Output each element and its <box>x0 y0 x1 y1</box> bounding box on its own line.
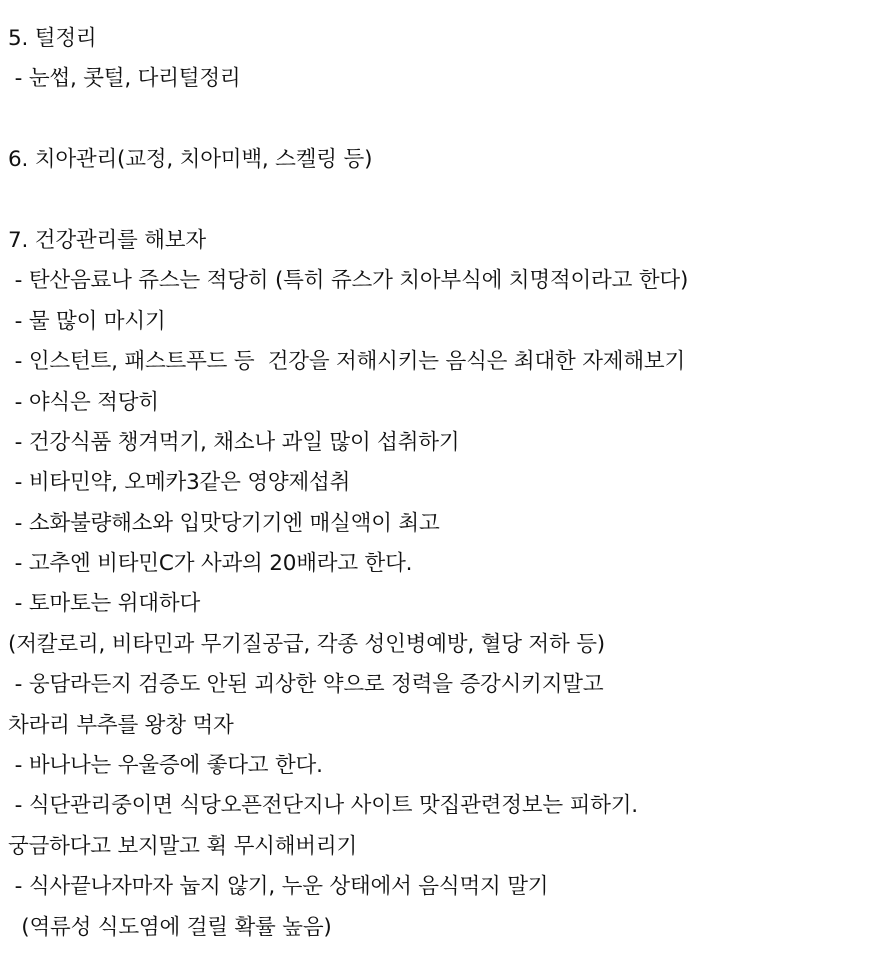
list-item-continuation: (저칼로리, 비타민과 무기질공급, 각종 성인병예방, 혈당 저하 등) <box>8 631 605 657</box>
list-item: - 식단관리중이면 식당오픈전단지나 사이트 맛집관련정보는 피하기. <box>8 793 638 819</box>
list-item: - 눈썹, 콧털, 다리털정리 <box>8 66 241 92</box>
list-item-continuation: (역류성 식도염에 걸릴 확률 높음) <box>8 914 332 940</box>
heading-5-hair: 5. 털정리 <box>8 26 97 51</box>
heading-7-health: 7. 건강관리를 해보자 <box>8 227 206 253</box>
list-item: - 토마토는 위대하다 <box>8 591 201 617</box>
blank-line <box>8 181 880 221</box>
list-item: - 바나나는 우울증에 좋다고 한다. <box>8 753 323 779</box>
heading-6-teeth: 6. 치아관리(교정, 치아미백, 스켈링 등) <box>8 147 373 173</box>
list-item: - 건강식품 챙겨먹기, 채소나 과일 많이 섭취하기 <box>8 429 460 455</box>
list-item: - 야식은 적당히 <box>8 389 159 415</box>
list-item-continuation: 궁금하다고 보지말고 휙 무시해버리기 <box>8 833 358 859</box>
list-item: - 탄산음료나 쥬스는 적당히 (특히 쥬스가 치아부식에 치명적이라고 한다) <box>8 268 689 294</box>
list-item: - 물 많이 마시기 <box>8 308 166 334</box>
list-item: - 소화불량해소와 입맛당기기엔 매실액이 최고 <box>8 510 440 536</box>
list-item: - 식사끝나자마자 눕지 않기, 누운 상태에서 음식먹지 말기 <box>8 874 549 900</box>
list-item: - 인스턴트, 패스트푸드 등 건강을 저해시키는 음식은 최대한 자제해보기 <box>8 349 686 375</box>
list-item-continuation: 차라리 부추를 왕창 먹자 <box>8 712 234 738</box>
list-item: - 웅담라든지 검증도 안된 괴상한 약으로 정력을 증강시키지말고 <box>8 672 604 698</box>
blank-line <box>8 100 880 140</box>
list-item: - 비타민약, 오메카3같은 영양제섭취 <box>8 470 351 496</box>
list-item: - 고추엔 비타민C가 사과의 20배라고 한다. <box>8 551 413 577</box>
